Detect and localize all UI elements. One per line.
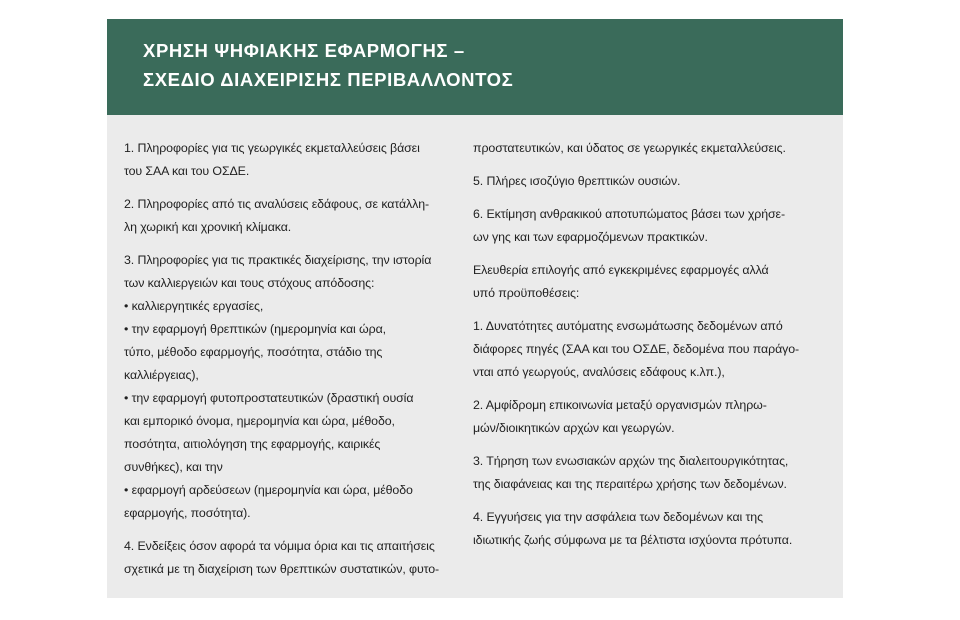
text-line: μών/διοικητικών αρχών και γεωργών. (473, 421, 675, 435)
text-line: 5. Πλήρες ισοζύγιο θρεπτικών ουσιών. (473, 174, 681, 188)
text-line: ποσότητα, αιτιολόγηση της εφαρμογής, καιρικές (124, 437, 381, 451)
text-line: του ΣΑΑ και του ΟΣΔΕ. (124, 164, 250, 178)
title-line-2: ΣΧΕΔΙΟ ΔΙΑΧΕΙΡΙΣΗΣ ΠΕΡΙΒΑΛΛΟΝΤΟΣ (143, 69, 514, 90)
text-line: και εμπορικό όνομα, ημερομηνία και ώρα, μέθοδο, (124, 414, 395, 428)
text-line: Ελευθερία επιλογής από εγκεκριμένες εφαρμογές αλλά (473, 263, 769, 277)
text-line: της διαφάνειας και της περαιτέρω χρήσης των δεδομένων. (473, 477, 787, 491)
text-line: 2. Αμφίδρομη επικοινωνία μεταξύ οργανισμών πληρω- (473, 398, 767, 412)
text-line: 4. Εγγυήσεις για την ασφάλεια των δεδομένων και της (473, 510, 763, 524)
list-item-2 (124, 193, 464, 239)
text-line: υπό προϋποθέσεις: (473, 286, 580, 300)
list-item-5 (473, 170, 823, 193)
text-line: 1. Πληροφορίες για τις γεωργικές εκμεταλλεύσεις βάσει (124, 141, 420, 155)
text-line: καλλιέργειας), (124, 368, 199, 382)
text-line: διάφορες πηγές (ΣΑΑ και του ΟΣΔΕ, δεδομένα που παράγο- (473, 342, 800, 356)
text-line: λη χωρική και χρονική κλίμακα. (124, 220, 292, 234)
text-line: • την εφαρμογή θρεπτικών (ημερομηνία και ώρα, (124, 322, 386, 336)
condition-2 (473, 394, 823, 440)
list-item-6 (473, 203, 823, 249)
text-line: 3. Τήρηση των ενωσιακών αρχών της διαλειτουργικότητας, (473, 454, 789, 468)
text-line: • την εφαρμογή φυτοπροστατευτικών (δραστική ουσία (124, 391, 414, 405)
right-column (473, 137, 823, 552)
list-item-4 (124, 535, 464, 581)
text-line: νται από γεωργούς, αναλύσεις εδάφους κ.λπ.), (473, 365, 725, 379)
text-line: 3. Πληροφορίες για τις πρακτικές διαχείρισης, την ιστορία (124, 253, 432, 267)
condition-3 (473, 450, 823, 496)
list-item-1 (124, 137, 464, 183)
text-line: εφαρμογής, ποσότητα). (124, 506, 251, 520)
text-line: 2. Πληροφορίες από τις αναλύσεις εδάφους, σε κατάλλη- (124, 197, 430, 211)
info-box (107, 19, 843, 598)
text-line: σχετικά με τη διαχείριση των θρεπτικών συστατικών, φυτο- (124, 562, 440, 576)
text-line: συνθήκες), και την (124, 460, 223, 474)
conditions-intro (473, 259, 823, 305)
condition-4 (473, 506, 823, 552)
text-line: ων γης και των εφαρμοζόμενων πρακτικών. (473, 230, 708, 244)
text-line: • καλλιεργητικές εργασίες, (124, 299, 264, 313)
list-item-3 (124, 249, 464, 525)
title-line-1: ΧΡΗΣΗ ΨΗΦΙΑΚΗΣ ΕΦΑΡΜΟΓΗΣ – (143, 40, 465, 61)
left-column (124, 137, 464, 581)
list-item-4-continued (473, 137, 823, 160)
text-line: 1. Δυνατότητες αυτόματης ενσωμάτωσης δεδομένων από (473, 319, 783, 333)
text-line: 6. Εκτίμηση ανθρακικού αποτυπώματος βάσει των χρήσε- (473, 207, 785, 221)
text-line: 4. Ενδείξεις όσον αφορά τα νόμιμα όρια και τις απαιτήσεις (124, 539, 435, 553)
header-band (107, 19, 843, 115)
text-line: προστατευτικών, και ύδατος σε γεωργικές εκμεταλλεύσεις. (473, 141, 786, 155)
condition-1 (473, 315, 823, 384)
text-line: τύπο, μέθοδο εφαρμογής, ποσότητα, στάδιο της (124, 345, 383, 359)
text-line: • εφαρμογή αρδεύσεων (ημερομηνία και ώρα, μέθοδο (124, 483, 413, 497)
text-line: των καλλιεργειών και τους στόχους απόδοσης: (124, 276, 375, 290)
text-line: ιδιωτικής ζωής σύμφωνα με τα βέλτιστα ισχύοντα πρότυπα. (473, 533, 793, 547)
page-title (143, 36, 513, 94)
